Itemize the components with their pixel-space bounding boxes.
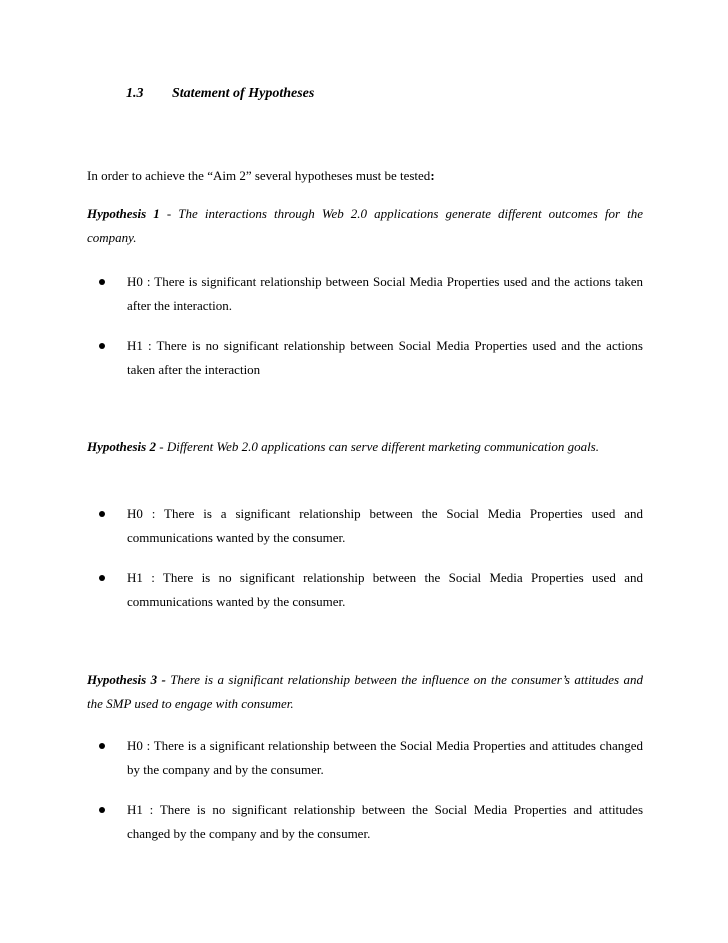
- section-title: Statement of Hypotheses: [172, 86, 315, 101]
- hypothesis-3-lead: Hypothesis 3 -: [87, 672, 166, 687]
- bullet-icon: [99, 343, 105, 349]
- section-heading: [126, 86, 314, 102]
- hypothesis-1-lead: Hypothesis 1: [87, 206, 160, 221]
- hypothesis-2-h1: [127, 566, 643, 614]
- hypothesis-2-description: - Different Web 2.0 applications can serve different marketing communication goals.: [155, 439, 599, 454]
- bullet-icon: [99, 511, 105, 517]
- bullet-text: H1 : There is no significant relationship between Social Media Properties used and the actions taken after the interaction: [127, 338, 643, 377]
- hypothesis-3-h0: [127, 734, 643, 782]
- intro-colon: :: [430, 168, 435, 183]
- hypothesis-3-description: There is a significant relationship between the influence on the consumer’s attitudes and the SMP used to engage with consumer.: [87, 672, 643, 711]
- hypothesis-2: [87, 435, 643, 459]
- bullet-icon: [99, 279, 105, 285]
- bullet-text: H1 : There is no significant relationship between the Social Media Properties and attitudes changed by the company and by the consumer.: [127, 802, 643, 841]
- intro-text: In order to achieve the “Aim 2” several hypotheses must be tested: [87, 168, 431, 183]
- bullet-text: H0 : There is a significant relationship between the Social Media Properties used and communications wanted by the consumer.: [127, 506, 643, 545]
- bullet-text: H0 : There is significant relationship between Social Media Properties used and the actions taken after the interaction.: [127, 274, 643, 313]
- bullet-icon: [99, 807, 105, 813]
- hypothesis-1-description: - The interactions through Web 2.0 applications generate different outcomes for the company.: [87, 206, 643, 245]
- hypothesis-2-lead: Hypothesis 2: [87, 439, 156, 454]
- bullet-text: H1 : There is no significant relationship between the Social Media Properties used and communications wanted by the consumer.: [127, 570, 643, 609]
- intro-paragraph: [87, 168, 643, 184]
- hypothesis-2-h0: [127, 502, 643, 550]
- bullet-icon: [99, 575, 105, 581]
- hypothesis-1-h1: [127, 334, 643, 382]
- bullet-icon: [99, 743, 105, 749]
- hypothesis-1: [87, 202, 643, 250]
- hypothesis-1-h0: [127, 270, 643, 318]
- section-number: 1.3: [126, 86, 144, 101]
- hypothesis-3: [87, 668, 643, 716]
- hypothesis-3-h1: [127, 798, 643, 846]
- bullet-text: H0 : There is a significant relationship between the Social Media Properties and attitudes changed by the company and by the consumer.: [127, 738, 643, 777]
